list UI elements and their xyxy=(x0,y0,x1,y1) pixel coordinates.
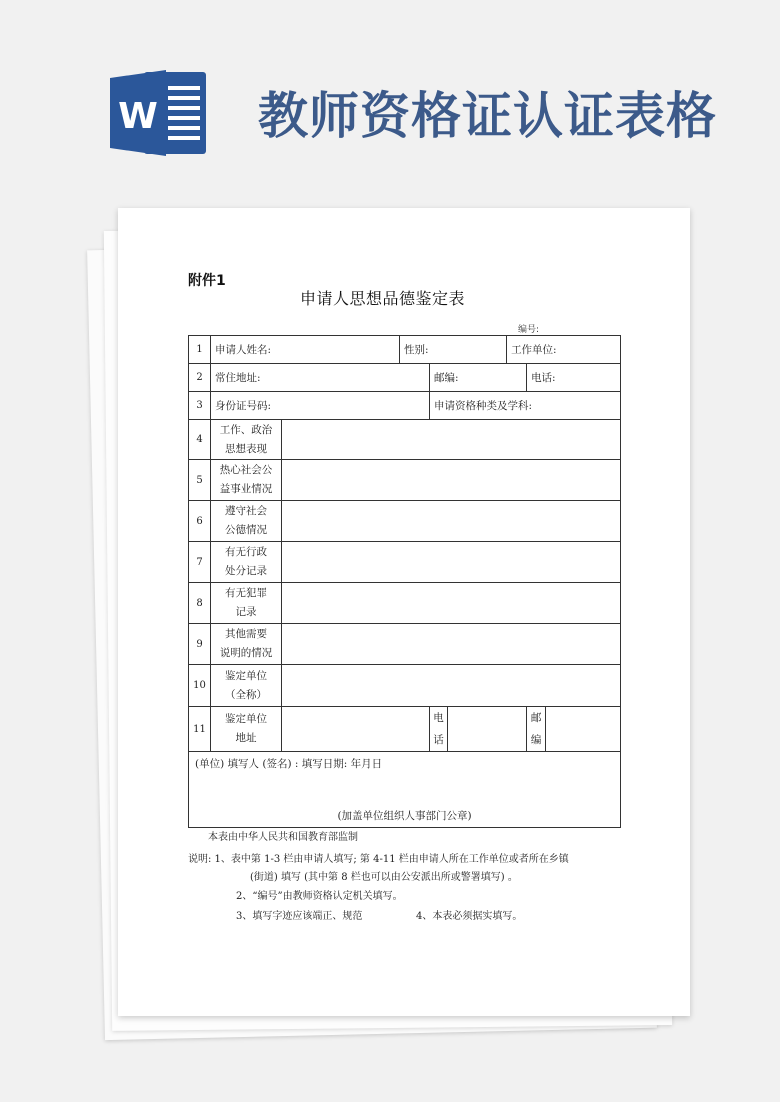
row-number: 6 xyxy=(189,501,211,542)
row-number: 7 xyxy=(189,542,211,583)
appraisal-phone-label: 电 话 xyxy=(430,707,448,752)
row-number: 8 xyxy=(189,583,211,624)
phone-field[interactable]: 电话: xyxy=(527,364,621,392)
table-row xyxy=(189,624,621,665)
social-ethics-label: 遵守社会 公德情况 xyxy=(211,501,282,542)
table-row xyxy=(189,364,621,392)
table-row xyxy=(189,420,621,460)
address-field[interactable]: 常住地址: xyxy=(211,364,430,392)
row-number: 5 xyxy=(189,460,211,501)
note-2: 2、“编号”由教师资格认定机关填写。 xyxy=(236,891,403,902)
table-row xyxy=(189,752,621,828)
criminal-record-label: 有无犯罪 记录 xyxy=(211,583,282,624)
other-notes-value[interactable] xyxy=(282,624,621,665)
row-number: 11 xyxy=(189,707,211,752)
public-welfare-value[interactable] xyxy=(282,460,621,501)
note-1-line-2: (街道) 填写 (其中第 8 栏也可以由公安派出所或警署填写) 。 xyxy=(250,872,518,883)
table-row xyxy=(189,336,621,364)
supervisor-note: 本表由中华人民共和国教育部监制 xyxy=(208,832,358,843)
table-row xyxy=(189,583,621,624)
word-logo-letter: W xyxy=(118,96,158,137)
row-number: 1 xyxy=(189,336,211,364)
applicant-name-field[interactable]: 申请人姓名: xyxy=(211,336,400,364)
criminal-record-value[interactable] xyxy=(282,583,621,624)
id-number-field[interactable]: 身份证号码: xyxy=(211,392,430,420)
public-welfare-label: 热心社会公 益事业情况 xyxy=(211,460,282,501)
appraisal-unit-name-label: 鉴定单位 （全称） xyxy=(211,665,282,707)
row-number: 2 xyxy=(189,364,211,392)
note-3: 3、填写字迹应该端正、规范 xyxy=(236,911,363,922)
table-row xyxy=(189,707,621,752)
note-1-line-1: 说明: 1、表中第 1-3 栏由申请人填写; 第 4-11 栏由申请人所在工作单位或者所在乡镇 xyxy=(188,854,569,865)
gender-field[interactable]: 性别: xyxy=(400,336,507,364)
work-political-label: 工作、政治 思想表现 xyxy=(211,420,282,460)
table-row xyxy=(189,392,621,420)
banner xyxy=(0,0,780,190)
administrative-penalty-value[interactable] xyxy=(282,542,621,583)
work-unit-field[interactable]: 工作单位: xyxy=(507,336,621,364)
serial-number-label: 编号: xyxy=(518,325,540,335)
note-4: 4、本表必须据实填写。 xyxy=(416,911,523,922)
appraisal-postcode-label: 邮 编 xyxy=(527,707,546,752)
work-political-value[interactable] xyxy=(282,420,621,460)
other-notes-label: 其他需要 说明的情况 xyxy=(211,624,282,665)
table-row xyxy=(189,501,621,542)
banner-title: 教师资格证认证表格 xyxy=(258,86,717,145)
qualification-field[interactable]: 申请资格种类及学科: xyxy=(430,392,621,420)
row-number: 4 xyxy=(189,420,211,460)
document-page xyxy=(118,208,690,1016)
annex-label: 附件1 xyxy=(188,273,226,289)
row-number: 9 xyxy=(189,624,211,665)
signature-area[interactable] xyxy=(189,752,621,828)
signature-line: (单位) 填写人 (签名) : 填写日期: 年月日 xyxy=(195,758,383,770)
appraisal-unit-address-label: 鉴定单位 地址 xyxy=(211,707,282,752)
table-row xyxy=(189,460,621,501)
appraisal-phone-value[interactable] xyxy=(448,707,527,752)
evaluation-form-table xyxy=(188,335,621,828)
table-row xyxy=(189,665,621,707)
document-title: 申请人思想品德鉴定表 xyxy=(300,289,466,308)
appraisal-unit-address-value[interactable] xyxy=(282,707,430,752)
social-ethics-value[interactable] xyxy=(282,501,621,542)
appraisal-unit-name-value[interactable] xyxy=(282,665,621,707)
administrative-penalty-label: 有无行政 处分记录 xyxy=(211,542,282,583)
appraisal-postcode-value[interactable] xyxy=(546,707,621,752)
seal-note: (加盖单位组织人事部门公章) xyxy=(337,810,472,822)
row-number: 10 xyxy=(189,665,211,707)
word-logo-icon xyxy=(108,68,208,158)
postcode-field[interactable]: 邮编: xyxy=(430,364,527,392)
table-row xyxy=(189,542,621,583)
row-number: 3 xyxy=(189,392,211,420)
